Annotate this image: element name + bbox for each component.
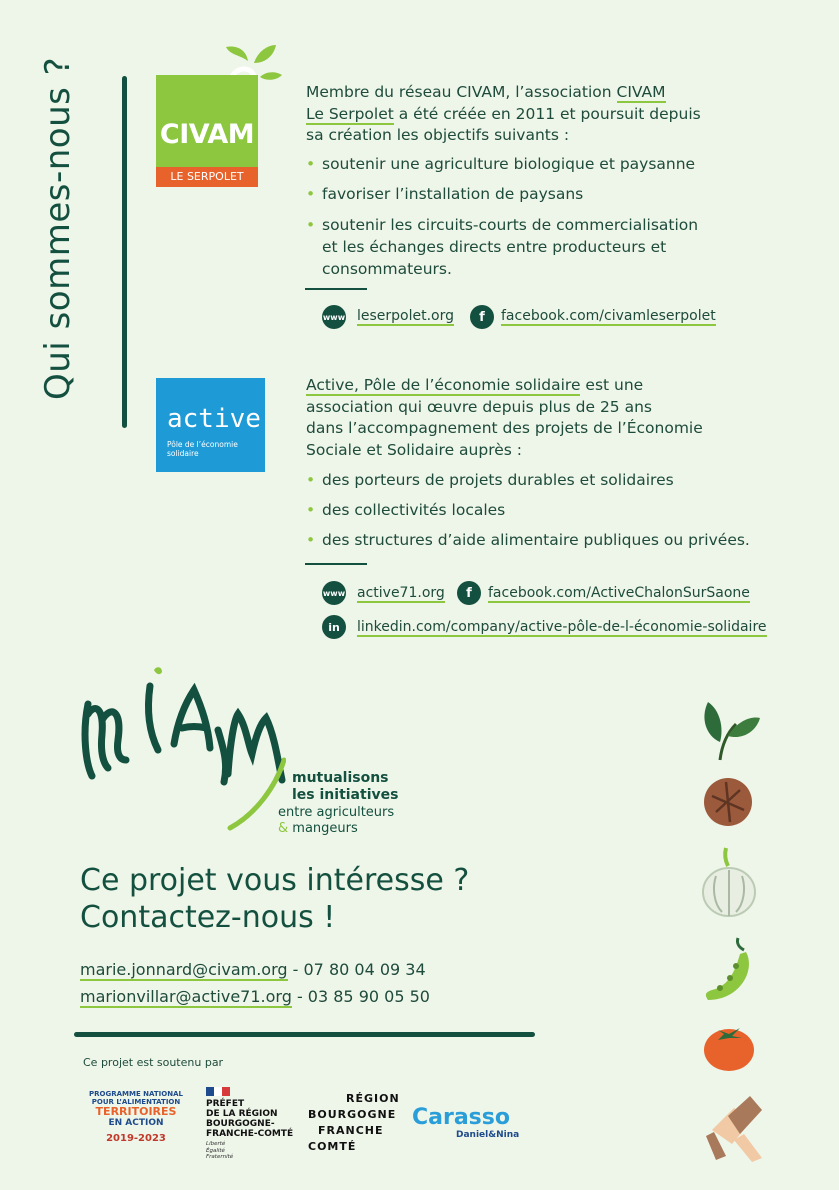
- title-divider: [122, 76, 127, 428]
- spinach-icon: [698, 696, 762, 762]
- divider: [305, 288, 367, 290]
- active-bullet: • des structures d’aide alimentaire publiques ou privées.: [322, 530, 750, 552]
- miam-logo: [78, 664, 418, 842]
- civam-intro: Membre du réseau CIVAM, l’association CIVAM Le Serpolet a été créée en 2011 et poursuit depuis sa création les objectifs suivants :: [306, 83, 701, 144]
- active-link[interactable]: Active, Pôle de l’économie solidaire: [306, 376, 581, 394]
- civam-facebook-link[interactable]: facebook.com/civamleserpolet: [501, 308, 716, 324]
- phone-number: - 03 85 90 05 50: [291, 987, 430, 1006]
- footer-divider: [74, 1032, 535, 1037]
- active-bullet: • des collectivités locales: [322, 500, 505, 522]
- email-link[interactable]: marionvillar@active71.org: [80, 987, 292, 1006]
- contact-row: [80, 987, 430, 1006]
- section-title: Qui sommes-nous ?: [38, 56, 78, 400]
- carasso-logo: Carasso Daniel&Nina: [412, 1105, 520, 1140]
- active-logo: [156, 378, 265, 472]
- linkedin-icon: in: [322, 615, 346, 639]
- active-logo-subtext: Pôle de l’économie solidaire: [167, 440, 238, 458]
- facebook-icon: f: [457, 581, 481, 605]
- onion-icon: [700, 846, 758, 918]
- potato-icon: [702, 776, 754, 828]
- civam-logo-text: CIVAM: [159, 119, 255, 150]
- tomato-icon: [702, 1018, 756, 1072]
- french-flag-icon: [206, 1087, 230, 1096]
- miam-tagline: mutualisons les initiatives: [292, 770, 399, 803]
- phone-number: - 07 80 04 09 34: [287, 960, 426, 979]
- civam-bullet: • soutenir les circuits-courts de commercialisation: [322, 215, 698, 237]
- active-bullet: • des porteurs de projets durables et solidaires: [322, 470, 674, 492]
- pnta-logo: PROGRAMME NATIONAL POUR L’ALIMENTATION TERRITOIRES EN ACTION 2019-2023: [89, 1090, 183, 1144]
- divider: [305, 563, 367, 565]
- le-serpolet-link[interactable]: Le Serpolet: [306, 104, 394, 123]
- leaf-swoosh-icon: [226, 756, 286, 836]
- region-logo: RÉGION BOURGOGNE FRANCHE COMTÉ: [308, 1092, 400, 1153]
- active-logo-text: active: [167, 404, 261, 434]
- active-intro: Active, Pôle de l’économie solidaire est une association qui œuvre depuis plus de 25 ans dans l’accompagnement des projets de l’Économie Sociale et Solidaire auprès :: [306, 376, 703, 459]
- civam-logo: [156, 75, 258, 187]
- active-linkedin-link[interactable]: linkedin.com/company/active-pôle-de-l-économie-solidaire: [357, 619, 767, 635]
- pea-pod-icon: [700, 934, 758, 1006]
- civam-website-link[interactable]: leserpolet.org: [357, 308, 455, 324]
- facebook-icon: f: [470, 305, 494, 329]
- miam-tagline-sub: entre agriculteurs & mangeurs: [278, 805, 395, 836]
- handshake-icon: [704, 1090, 768, 1164]
- civam-bullet: • soutenir une agriculture biologique et paysanne: [322, 154, 695, 176]
- civam-bullet-cont: consommateurs.: [322, 260, 452, 278]
- web-icon: www: [322, 305, 346, 329]
- civam-logo-subtext: LE SERPOLET: [156, 167, 258, 187]
- support-label: Ce projet est soutenu par: [83, 1056, 224, 1069]
- web-icon: www: [322, 581, 346, 605]
- active-website-link[interactable]: active71.org: [357, 585, 445, 601]
- civam-bullet: • favoriser l’installation de paysans: [322, 184, 583, 206]
- contact-row: [80, 960, 426, 979]
- contact-heading: Ce projet vous intéresse ? Contactez-nous !: [80, 863, 470, 935]
- prefet-logo: PRÉFET DE LA RÉGION BOURGOGNE- FRANCHE-COMTÉ Liberté Égalité Fraternité: [206, 1087, 302, 1159]
- active-facebook-link[interactable]: facebook.com/ActiveChalonSurSaone: [488, 585, 750, 601]
- civam-bullet-cont: et les échanges directs entre producteurs et: [322, 238, 667, 256]
- email-link[interactable]: marie.jonnard@civam.org: [80, 960, 288, 979]
- civam-link[interactable]: CIVAM: [616, 83, 666, 101]
